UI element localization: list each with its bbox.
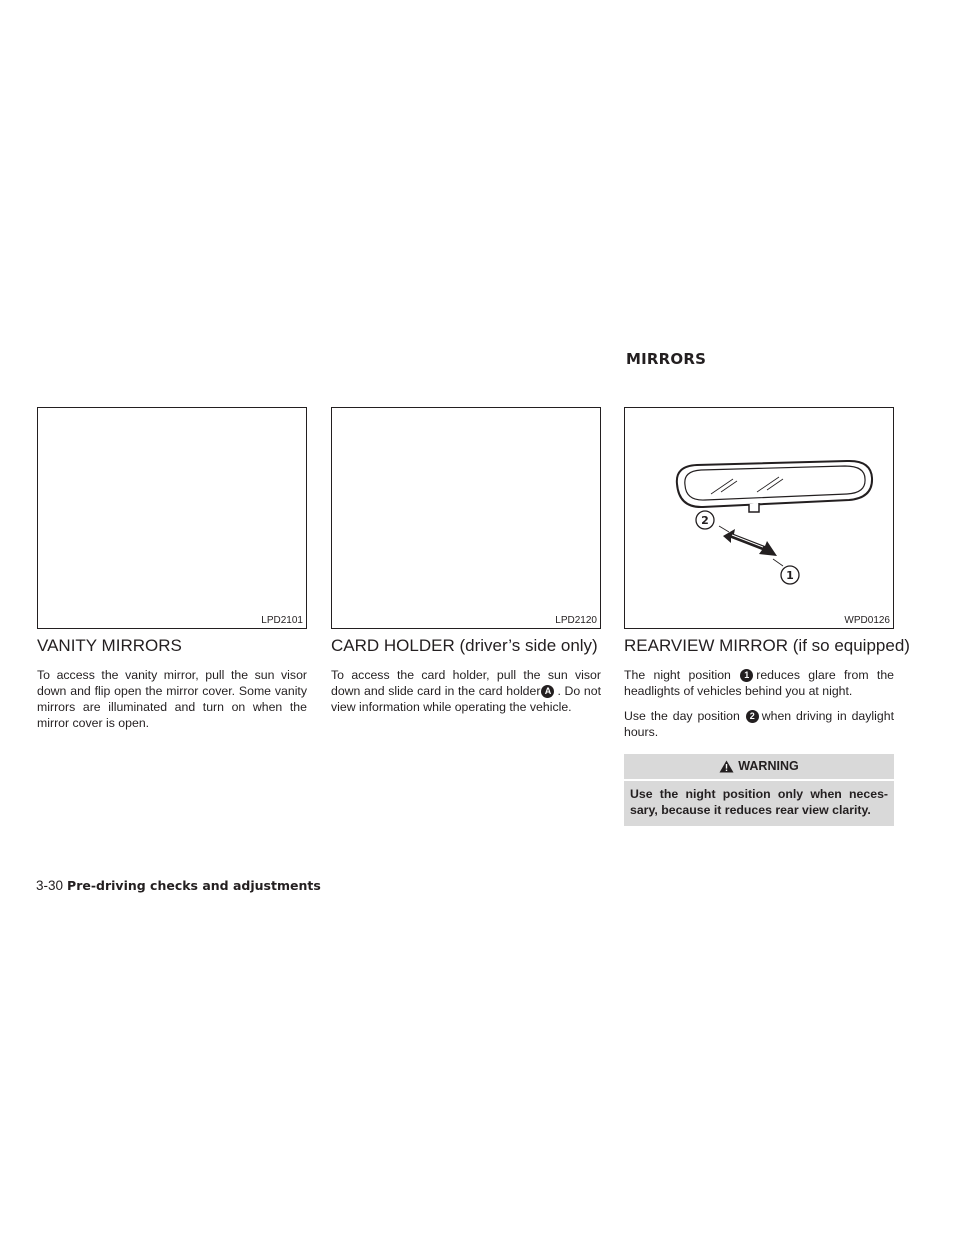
warning-text: Use the night position only when neces- sary, because it reduces rear view clarity. xyxy=(630,787,888,817)
warning-header xyxy=(624,754,894,781)
page-number: 3-30 xyxy=(36,878,64,893)
figure-code: WPD0126 xyxy=(844,615,890,626)
figure-code: LPD2101 xyxy=(261,615,303,626)
heading-rearview-mirror: REARVIEW MIRROR (if so equipped) xyxy=(624,636,910,655)
warning-box xyxy=(624,754,894,826)
text: reduces glare from the headlights of vehicles behind you at night. xyxy=(624,668,894,698)
chapter-title: Pre-driving checks and adjustments xyxy=(67,878,321,893)
text: The night position xyxy=(624,668,731,682)
figure-vanity-mirror xyxy=(37,407,307,629)
figure-code: LPD2120 xyxy=(555,615,597,626)
text: Use the day position xyxy=(624,709,740,723)
heading-card-holder: CARD HOLDER (driver’s side only) xyxy=(331,636,598,655)
column-vanity-mirrors xyxy=(37,635,307,740)
text: To access the card holder, pull the sun visor down and slide card in the card holder xyxy=(331,668,601,698)
paragraph-day-position xyxy=(624,708,894,740)
paragraph-card-holder xyxy=(331,667,601,715)
section-title: MIRRORS xyxy=(626,350,707,368)
text: . Do not view information while operating the vehicle. xyxy=(331,684,601,714)
heading-vanity-mirrors: VANITY MIRRORS xyxy=(37,636,182,655)
paragraph-vanity-mirrors: To access the vanity mirror, pull the sun visor down and flip open the mirror cover. Some vanity mirrors are illuminated and turn on when the mirror cover is open. xyxy=(37,668,307,730)
callout-a-icon: A xyxy=(541,685,554,698)
page-footer xyxy=(36,878,321,893)
warning-title: WARNING xyxy=(738,759,799,773)
warning-triangle-icon xyxy=(719,760,734,773)
callout-1-icon: 1 xyxy=(740,669,753,682)
callout-1-label: 1 xyxy=(786,569,794,582)
text: when driving in daylight hours. xyxy=(624,709,894,739)
rearview-mirror-illustration xyxy=(625,408,895,630)
callout-2-icon: 2 xyxy=(746,710,759,723)
figure-rearview-mirror xyxy=(624,407,894,629)
figure-card-holder xyxy=(331,407,601,629)
paragraph-night-position xyxy=(624,667,894,699)
column-rearview-mirror xyxy=(624,635,910,826)
column-card-holder xyxy=(331,635,601,724)
callout-2-label: 2 xyxy=(701,514,709,527)
